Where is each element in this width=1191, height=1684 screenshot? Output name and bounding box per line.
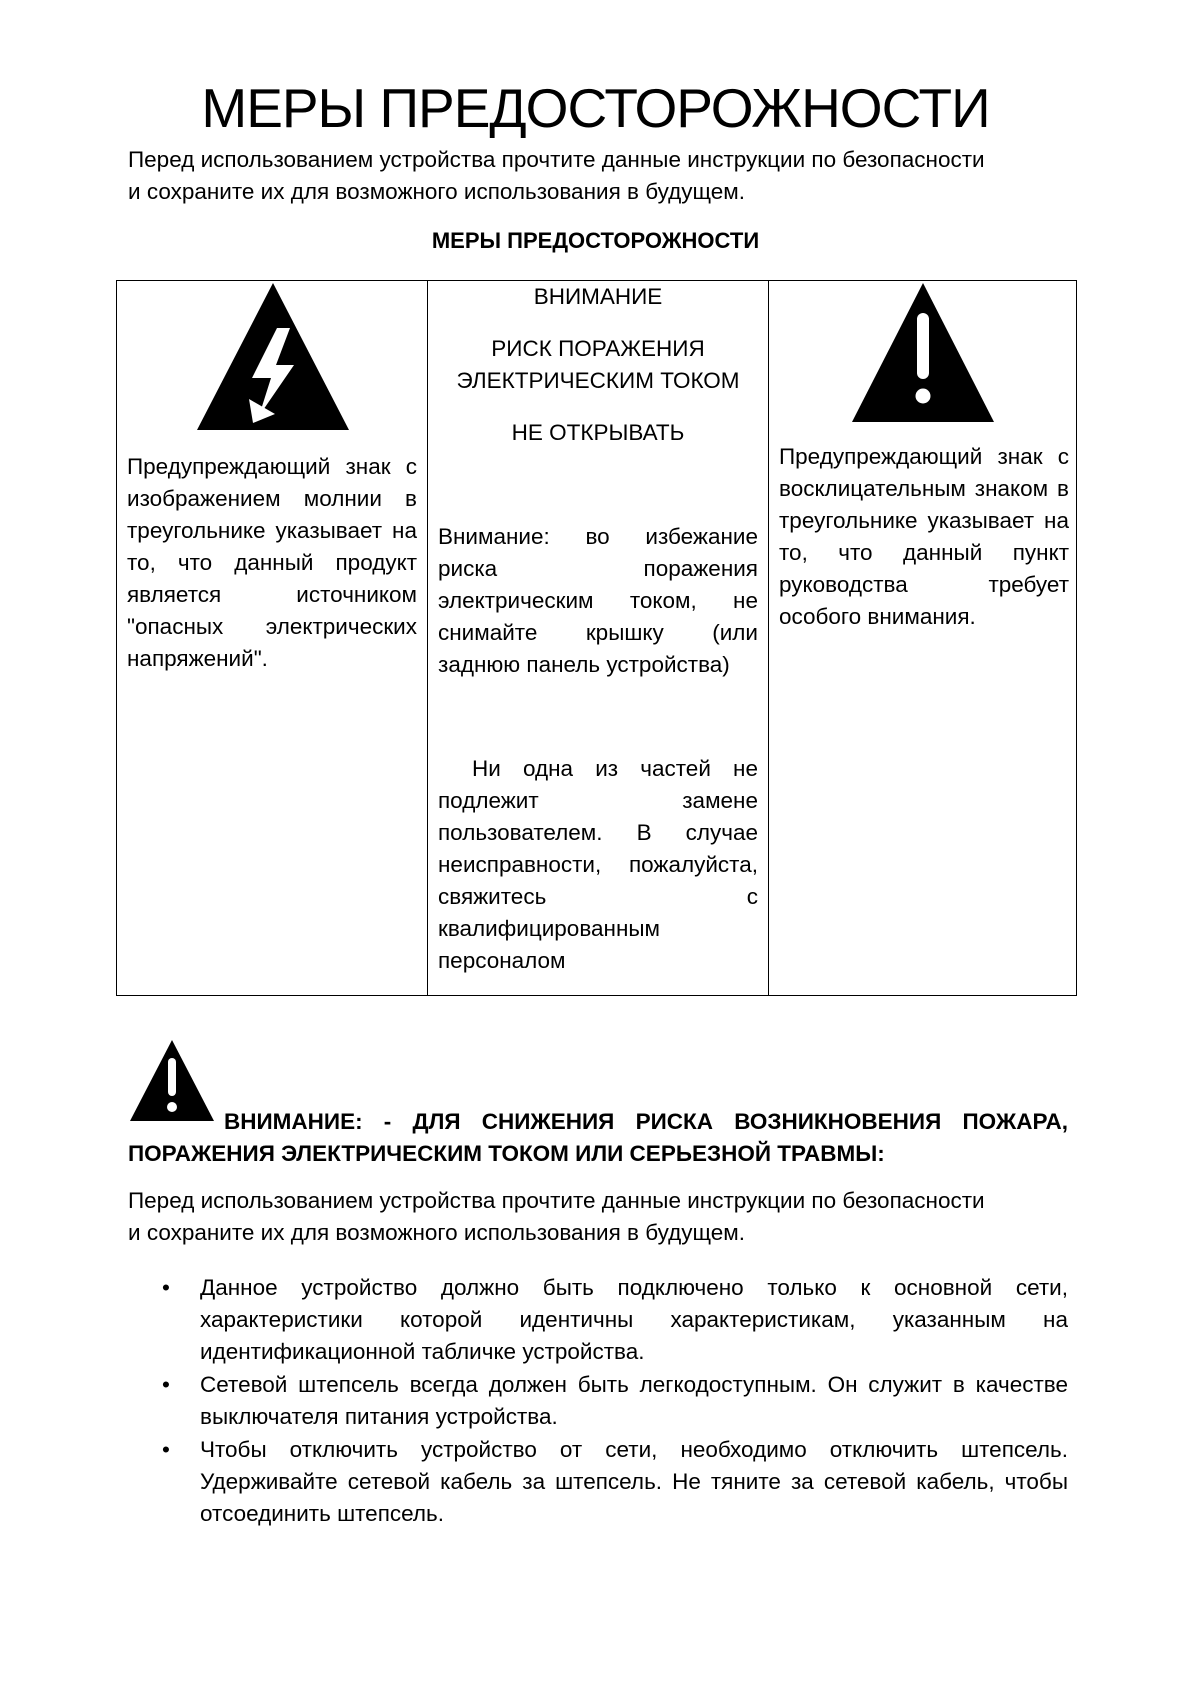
bullet-icon: • [162,1372,170,1397]
list-item [128,1369,1068,1433]
parts-text: Ни одна из частей не подлежит замене пользователем. В случае неисправности, пожалуйста, свяжитесь с квалифицированным персоналом [438,756,758,973]
page-title: МЕРЫ ПРЕДОСТОРОЖНОСТИ [201,77,990,139]
lightning-description: Предупреждающий знак с изображением молнии в треугольнике указывает на то, что данный продукт является источником "опасных электрических напряжений". [127,454,417,671]
bullet-text: Данное устройство должно быть подключено только к основной сети, характеристики которой идентичны характеристикам, указанным на идентификационной табличке устройства. [200,1275,1068,1364]
safety-symbols-table [116,280,1077,996]
intro-line-1: Перед использованием устройства прочтите данные инструкции по безопасности [128,147,985,172]
table-cell-exclamation [769,281,1076,995]
exclamation-description: Предупреждающий знак с восклицательным знаком в треугольнике указывает на то, что данный пункт руководства требует особого внимания. [779,444,1069,629]
intro-paragraph [128,144,1068,208]
list-item [128,1272,1068,1368]
bullet-icon: • [162,1275,170,1300]
exclamation-warning-icon [852,283,994,423]
warning-intro-line-2: и сохраните их для возможного использования в будущем. [128,1220,745,1245]
bullet-text: Чтобы отключить устройство от сети, необходимо отключить штепсель. Удерживайте сетевой кабель за штепсель. Не тяните за сетевой кабель, чтобы отсоединить штепсель. [200,1437,1068,1526]
attention-label: ВНИМАНИЕ [533,284,663,309]
table-cell-lightning [117,281,428,995]
table-heading: МЕРЫ ПРЕДОСТОРОЖНОСТИ [431,228,760,253]
table-cell-attention [428,281,769,995]
bullet-text: Сетевой штепсель всегда должен быть легкодоступным. Он служит в качестве выключателя питания устройства. [200,1372,1068,1429]
caution-text: Внимание: во избежание риска поражения электрическим током, не снимайте крышку (или заднюю панель устройства) [438,524,758,677]
warning-intro-line-1: Перед использованием устройства прочтите данные инструкции по безопасности [128,1188,985,1213]
do-not-open-label: НЕ ОТКРЫВАТЬ [511,420,685,445]
bullet-icon: • [162,1437,170,1462]
lightning-warning-icon [197,283,349,431]
risk-line-2: ЭЛЕКТРИЧЕСКИМ ТОКОМ [456,368,740,393]
intro-line-2: и сохраните их для возможного использования в будущем. [128,179,745,204]
warning-heading: ВНИМАНИЕ: - ДЛЯ СНИЖЕНИЯ РИСКА ВОЗНИКНОВЕНИЯ ПОЖАРА, ПОРАЖЕНИЯ ЭЛЕКТРИЧЕСКИМ ТОКОМ ИЛИ СЕРЬЕЗНОЙ ТРАВМЫ: [128,1109,1068,1166]
risk-line-1: РИСК ПОРАЖЕНИЯ [491,336,705,361]
warning-intro-paragraph [128,1185,1068,1249]
safety-bullet-list [128,1272,1068,1531]
list-item [128,1434,1068,1530]
